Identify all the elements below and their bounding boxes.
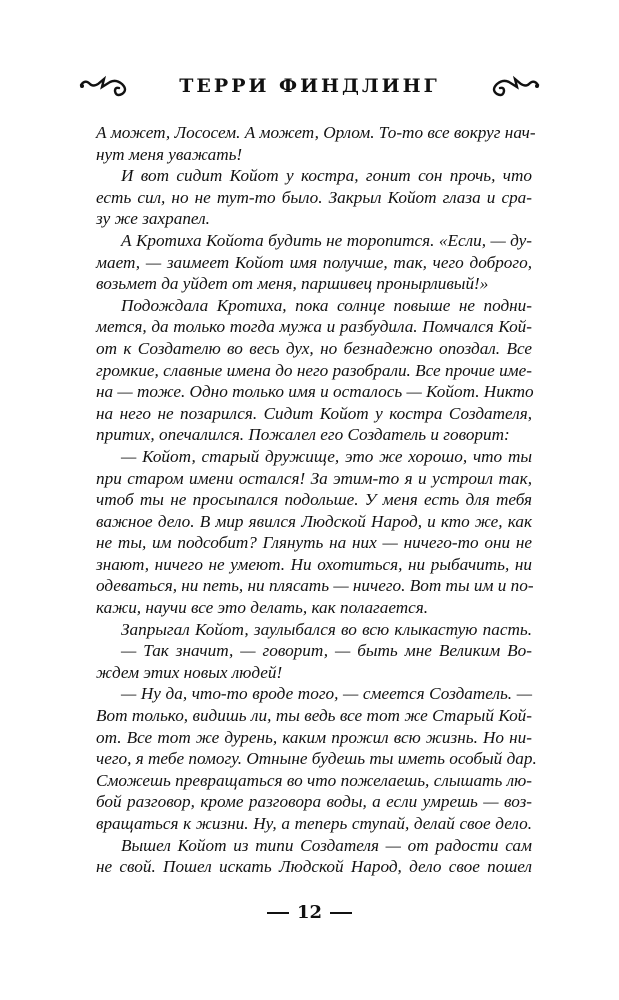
text-line: И вот сидит Койот у костра, гонит сон прочь, что bbox=[121, 166, 532, 186]
running-header-title: ТЕРРИ ФИНДЛИНГ bbox=[179, 75, 440, 97]
text-line: важное дело. В мир явился Людской Народ, и кто же, как bbox=[96, 511, 532, 531]
dash-left bbox=[267, 912, 289, 914]
text-line: — Так значит, — говорит, — быть мне Великим Во- bbox=[121, 641, 532, 661]
text-line: от к Создателю во весь дух, но безнадежно опоздал. Все bbox=[96, 338, 532, 358]
text-line: на него не позарился. Сидит Койот у костра Создателя, bbox=[96, 403, 532, 423]
text-line: нут меня уважать! bbox=[96, 144, 243, 164]
text-line: зу же захрапел. bbox=[96, 209, 210, 229]
text-line: громкие, славные имена до него разобрали. Все прочие име- bbox=[96, 360, 532, 380]
text-line: на — тоже. Одно только имя и осталось — Койот. Никто bbox=[96, 382, 534, 402]
text-line: — Ну да, что-то вроде того, — смеется Создатель. — bbox=[121, 684, 532, 704]
text-line: при старом имени остался! За этим-то я и устроил так, bbox=[96, 468, 532, 488]
text-line: кажи, научи все это делать, как полагается. bbox=[96, 598, 429, 618]
text-line: Вот только, видишь ли, ты ведь все тот же Старый Кой- bbox=[96, 706, 532, 726]
page-number bbox=[0, 902, 619, 923]
page-number-value: 12 bbox=[296, 902, 323, 923]
text-line: А может, Лососем. А может, Орлом. То-то все вокруг нач- bbox=[96, 123, 536, 142]
text-line: ждем этих новых людей! bbox=[96, 662, 283, 682]
text-line: — Койот, старый дружище, это же хорошо, что ты bbox=[121, 446, 532, 466]
text-line: вращаться к жизни. Ну, а теперь ступай, делай свое дело. bbox=[96, 814, 532, 833]
body-text bbox=[96, 122, 537, 878]
dash-right bbox=[330, 912, 352, 914]
running-header bbox=[0, 70, 619, 102]
text-line: притих, опечалился. Пожалел его Создатель и говорит: bbox=[96, 425, 510, 445]
text-line: знают, ничего не умеют. Ни охотиться, ни рыбачить, ни bbox=[96, 554, 532, 574]
text-line: не ты, им подсобит? Глянуть на них — ничего-то они не bbox=[96, 533, 532, 553]
text-line: чтоб ты не просыпался подольше. У меня есть для тебя bbox=[96, 490, 532, 510]
text-line: Сможешь превращаться во что пожелаешь, слышать лю- bbox=[96, 770, 532, 790]
text-line: одеваться, ни петь, ни плясать — ничего. Вот ты им и по- bbox=[96, 576, 534, 596]
text-line: чего, я тебе помогу. Отныне будешь ты иметь особый дар. bbox=[96, 749, 537, 769]
text-line: мется, да только тогда мужа и разбудила. Помчался Кой- bbox=[96, 317, 532, 337]
text-line: возьмет да уйдет от меня, паршивец пронырливый!» bbox=[96, 274, 489, 294]
text-line: есть сил, но не тут-то было. Закрыл Койот глаза и сра- bbox=[96, 187, 532, 207]
text-line: мает, — заимеет Койот имя получше, так, чего доброго, bbox=[96, 252, 532, 272]
text-line: А Кротиха Койота будить не торопится. «Если, — ду- bbox=[121, 230, 532, 250]
text-line: Запрыгал Койот, заулыбался во всю клыкастую пасть. bbox=[121, 619, 532, 639]
text-line: не свой. Пошел искать Людской Народ, дело свое пошел bbox=[96, 857, 532, 877]
ornament-right-icon bbox=[480, 73, 542, 99]
text-line: бой разговор, кроме разговора воды, а если умрешь — воз- bbox=[96, 792, 532, 812]
text-line: Подождала Кротиха, пока солнце повыше не подни- bbox=[121, 295, 532, 315]
text-line: Вышел Койот из типи Создателя — от радости сам bbox=[121, 835, 532, 855]
text-line: от. Все тот же дурень, каким прожил всю жизнь. Но ни- bbox=[96, 727, 532, 747]
ornament-left-icon bbox=[77, 73, 139, 99]
